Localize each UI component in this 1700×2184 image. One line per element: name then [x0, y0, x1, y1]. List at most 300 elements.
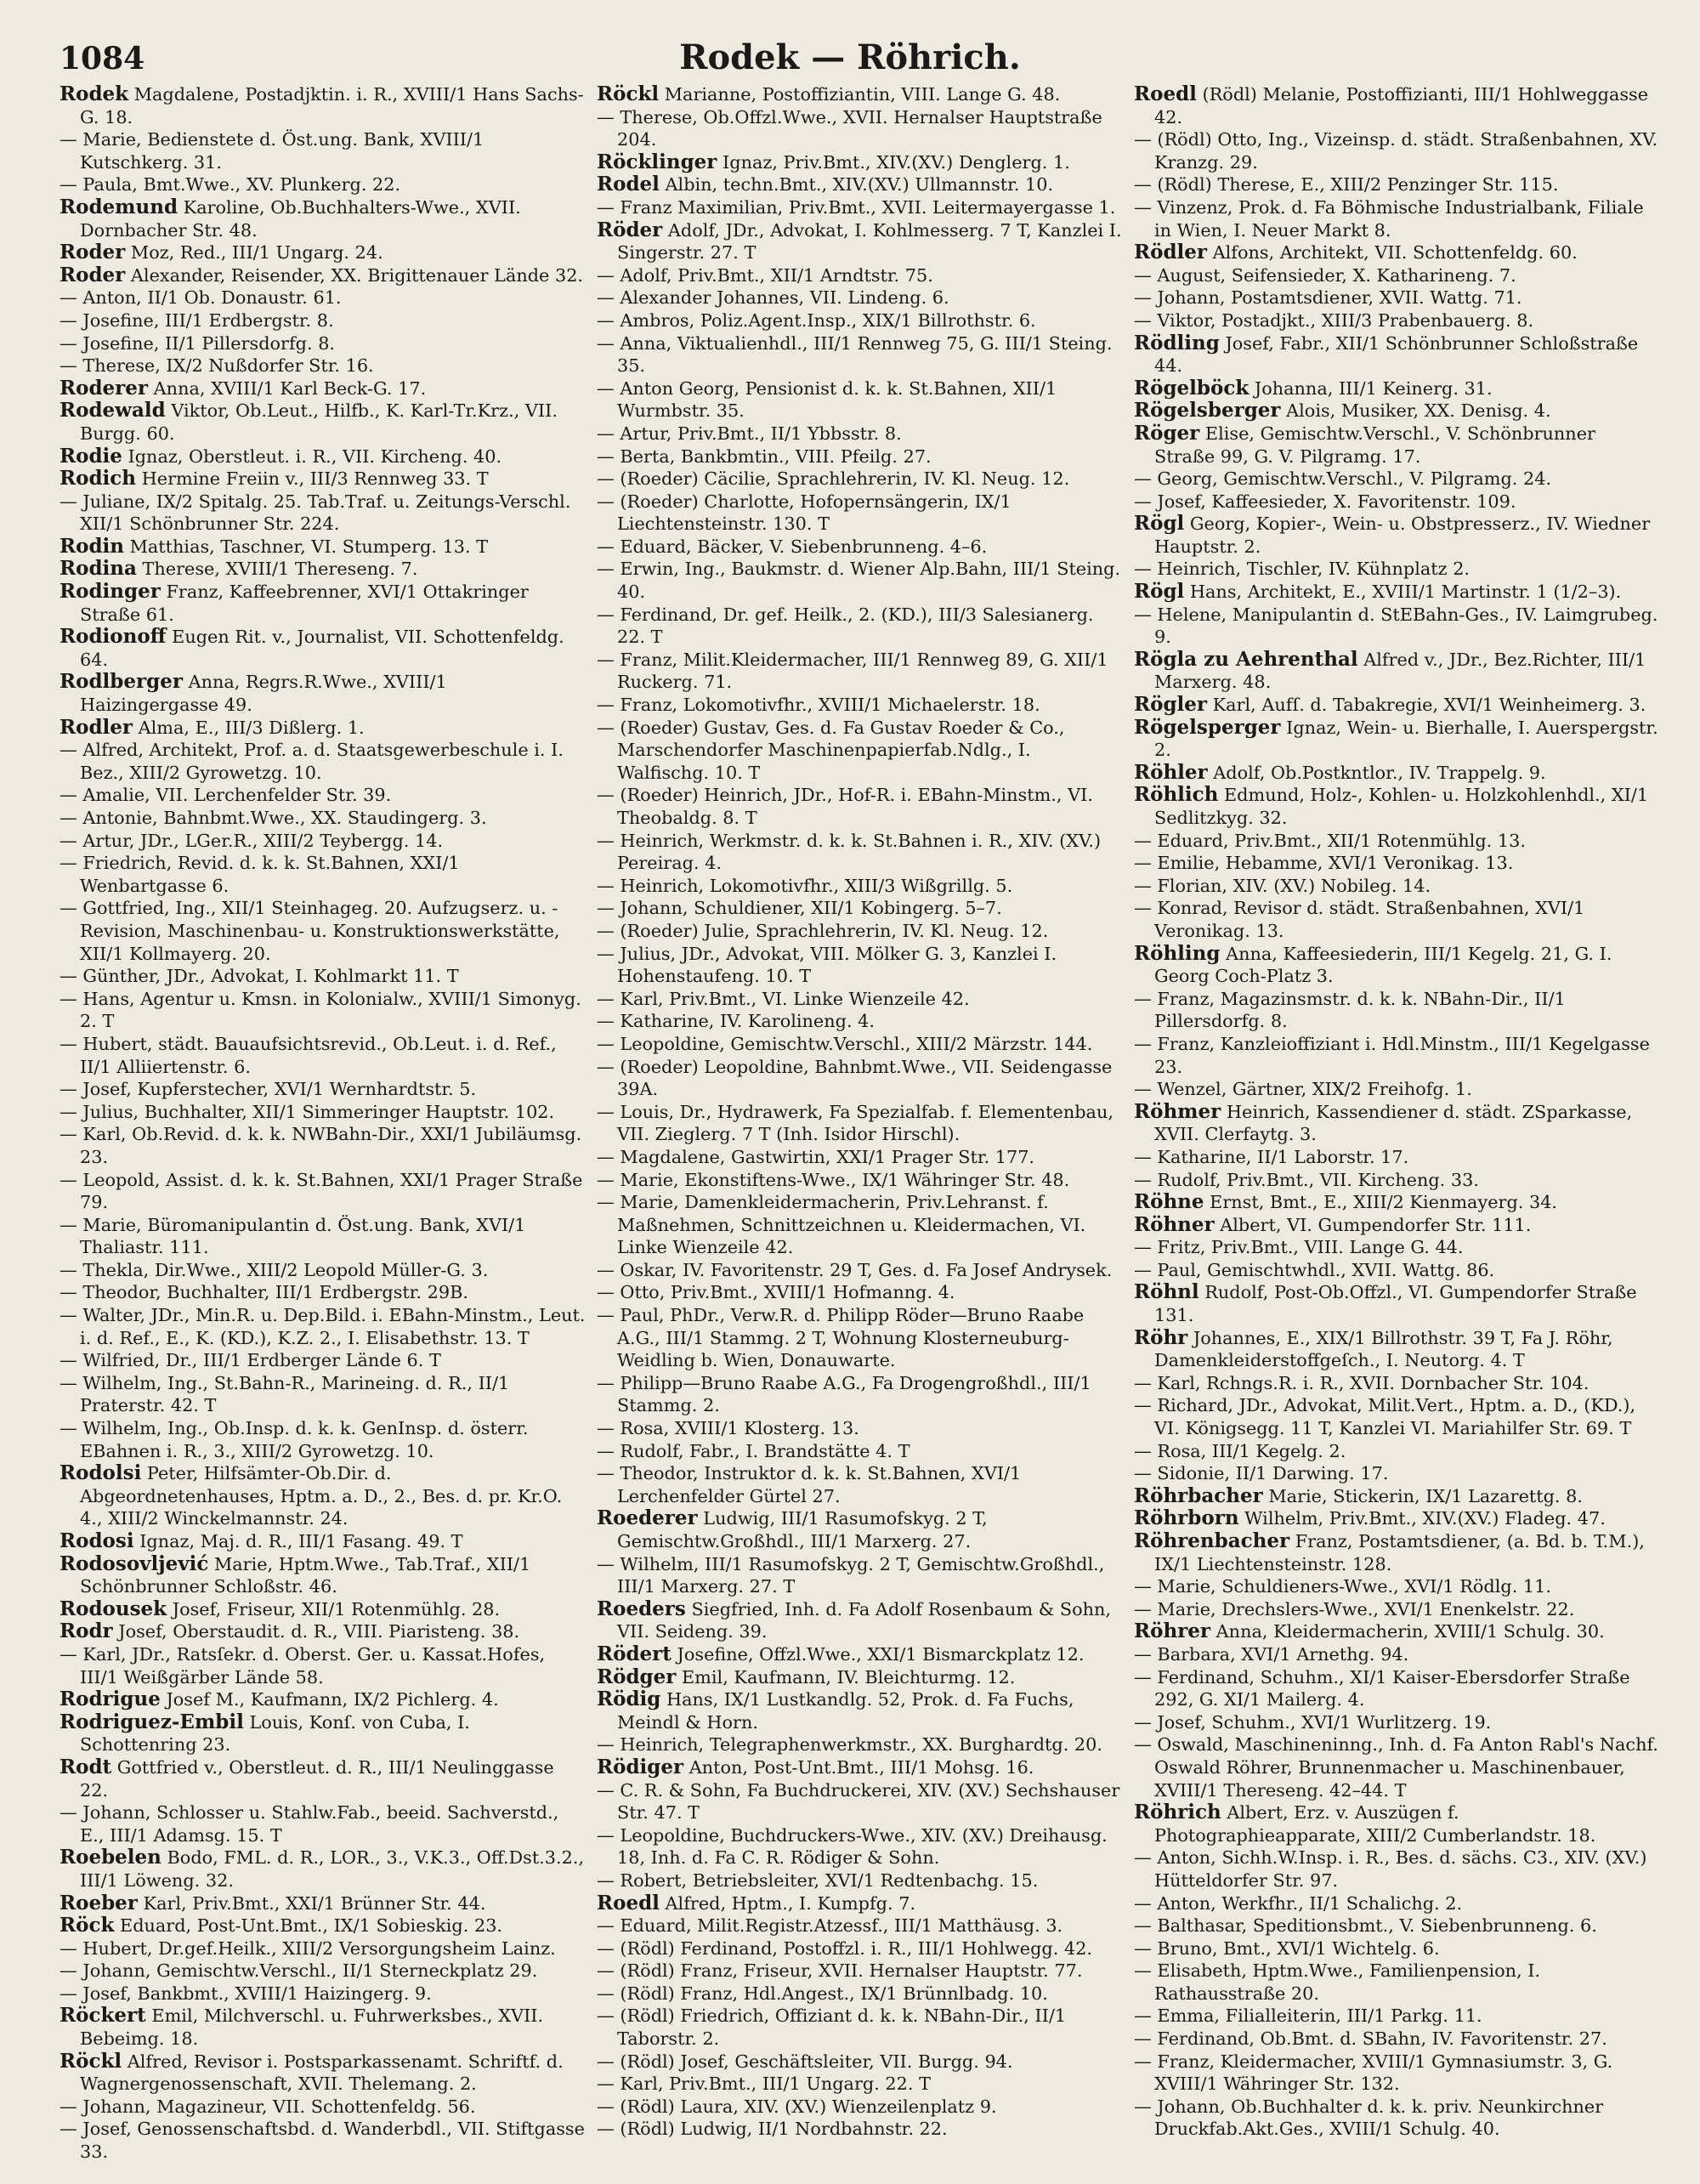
entry-text: Ludwig, III/1 Rasumofskyg. 2 T, Gemischtw.Großhdl., III/1 Marxerg. 27. [617, 1508, 988, 1551]
directory-entry [60, 1123, 586, 1168]
entry-text: — Barbara, XVI/1 Arnethg. 94. [1134, 1643, 1409, 1665]
entry-text: Franz, Kaffeebrenner, XVI/1 Ottakringer Straße 61. [80, 581, 529, 625]
entry-text: — Bruno, Bmt., XVI/1 Wichtelg. 6. [1134, 1937, 1440, 1959]
directory-entry [60, 558, 586, 581]
entry-text: — Sidonie, II/1 Darwing. 17. [1134, 1463, 1389, 1484]
entry-text: Marianne, Postoffiziantin, VIII. Lange G. 48. [659, 84, 1061, 105]
directory-entry [1134, 423, 1661, 468]
directory-entry [60, 286, 586, 309]
entry-surname: Rödling [1134, 331, 1220, 355]
directory-entry [1134, 1575, 1661, 1598]
entry-text: Alfred, Hptm., I. Kumpfg. 7. [659, 1892, 916, 1914]
entry-text: — Antonie, Bahnbmt.Wwe., XX. Staudingerg. 3. [60, 808, 487, 828]
entry-surname: Rodewald [60, 399, 166, 423]
entry-text: — Julius, Buchhalter, XII/1 Simmeringer Hauptstr. 102. [60, 1101, 555, 1122]
entry-text: — Karl, Rchngs.R. i. R., XVII. Dornbacher Str. 104. [1134, 1372, 1590, 1393]
entry-surname: Rodr [60, 1620, 113, 1643]
entry-text: Siegfried, Inh. d. Fa Adolf Rosenbaum & Sohn, VII. Seideng. 39. [617, 1598, 1112, 1642]
directory-entry [597, 2118, 1124, 2141]
entry-text: — Anton, Sichh.W.Insp. i. R., Bes. d. sächs. C3., XIV. (XV.) Hütteldorfer Str. 97. [1134, 1847, 1647, 1891]
entry-text: — Johann, Schuldiener, XII/1 Kobingerg. 5–7. [597, 898, 1002, 919]
entry-surname: Roedl [597, 1891, 660, 1915]
directory-entry [597, 1417, 1124, 1440]
directory-entry [60, 1169, 586, 1214]
directory-entry [1134, 558, 1661, 581]
entry-text: Albin, techn.Bmt., XIV.(XV.) Ullmannstr. 10. [659, 174, 1054, 196]
directory-entry [597, 1101, 1124, 1146]
entry-surname: Rodosovljević [60, 1551, 209, 1575]
column-1 [60, 82, 586, 2163]
entry-surname: Röhlich [1134, 783, 1219, 807]
entry-text: — Heinrich, Tischler, IV. Kühnplatz 2. [1134, 559, 1470, 580]
directory-entry [60, 671, 586, 716]
entry-text: — Rudolf, Priv.Bmt., VII. Kircheng. 33. [1134, 1169, 1479, 1190]
entry-text: — Heinrich, Werkmstr. d. k. k. St.Bahnen i. R., XIV. (XV.) Pereirag. 4. [597, 830, 1102, 874]
entry-text: Josef, Oberstaudit. d. R., VIII. Piaristeng. 38. [112, 1621, 520, 1642]
directory-entry [1134, 2005, 1661, 2028]
entry-surname: Röder [597, 218, 663, 241]
entry-text: — Josef, Genossenschaftsbd. d. Wanderbdl., VII. Stiftgasse 33. [60, 2119, 585, 2163]
directory-entry [1134, 241, 1661, 264]
entry-text: — Konrad, Revisor d. städt. Straßenbahnen, XVI/1 Veronikag. 13. [1134, 898, 1585, 941]
directory-entry [60, 83, 586, 128]
directory-entry [597, 1892, 1124, 1915]
entry-text: — Erwin, Ing., Baukmstr. d. Wiener Alp.Bahn, III/1 Steing. 40. [597, 559, 1121, 603]
entry-text: Hermine Freiin v., III/3 Rennweg 33. T [136, 468, 489, 490]
entry-text: — Alfred, Architekt, Prof. a. d. Staatsgewerbeschule i. I. Bez., XIII/2 Gyrowetzg. 10. [60, 740, 564, 783]
directory-entry [1134, 1915, 1661, 1937]
directory-entry [1134, 1033, 1661, 1078]
directory-entry [60, 128, 586, 173]
entry-text: Ernst, Bmt., E., XIII/2 Kienmayerg. 34. [1204, 1192, 1558, 1213]
directory-entry [60, 2096, 586, 2119]
directory-entry [597, 1033, 1124, 1056]
entry-text: — Vinzenz, Prok. d. Fa Böhmische Industrialbank, Filiale in Wien, I. Neuer Markt 8. [1134, 196, 1644, 241]
entry-surname: Rödger [597, 1665, 677, 1688]
entry-text: — Adolf, Priv.Bmt., XII/1 Arndtstr. 75. [597, 264, 933, 286]
entry-text: Magdalene, Postadjktin. i. R., XVIII/1 Hans Sachs-G. 18. [80, 84, 584, 128]
running-title: Rodek — Röhrich. [679, 37, 1021, 77]
directory-entry [597, 1553, 1124, 1598]
page-number: 1084 [60, 41, 145, 77]
directory-entry [1134, 943, 1661, 988]
entry-surname: Röhrer [1134, 1620, 1211, 1643]
entry-text: — Anton Georg, Pensionist d. k. k. St.Bahnen, XII/1 Wurmbstr. 35. [597, 377, 1057, 422]
entry-text: — Wilhelm, III/1 Rasumofskyg. 2 T, Gemischtw.Großhdl., III/1 Marxerg. 27. T [597, 1553, 1105, 1597]
entry-text: — Theodor, Instruktor d. k. k. St.Bahnen, XVI/1 Lerchenfelder Gürtel 27. [597, 1463, 1022, 1506]
entry-text: — Julius, JDr., Advokat, VIII. Mölker G. 3, Kanzlei I. Hohenstaufeng. 10. T [597, 943, 1057, 987]
entry-surname: Röhrich [1134, 1801, 1221, 1824]
entry-text: Johanna, III/1 Keinerg. 31. [1249, 377, 1493, 399]
directory-entry [597, 377, 1124, 423]
entry-text: — Eduard, Priv.Bmt., XII/1 Rotenmühlg. 13. [1134, 830, 1526, 851]
directory-entry [1134, 491, 1661, 513]
directory-entry [1134, 1169, 1661, 1192]
entry-text: — Therese, Ob.Offzl.Wwe., XVII. Hernalser Hauptstraße 204. [597, 106, 1102, 150]
entry-text: — Johann, Schlosser u. Stahlw.Fab., beeid. Sachverstd., E., III/1 Adamsg. 15. T [60, 1802, 559, 1846]
entry-surname: Rödert [597, 1642, 672, 1665]
directory-entry [597, 1756, 1124, 1779]
directory-entry [60, 988, 586, 1033]
directory-entry [597, 943, 1124, 988]
entry-surname: Rodosi [60, 1529, 134, 1552]
entry-surname: Rögelsperger [1134, 715, 1281, 739]
entry-text: — Heinrich, Lokomotivfhr., XIII/3 Wißgrillg. 5. [597, 875, 1013, 896]
directory-entry [60, 1214, 586, 1259]
directory-entry [1134, 717, 1661, 762]
page-header [51, 34, 1649, 85]
entry-text: — Ferdinand, Dr. gef. Heilk., 2. (KD.), III/3 Salesianerg. 22. T [597, 604, 1094, 648]
directory-entry [1134, 1643, 1661, 1666]
directory-entry [597, 332, 1124, 377]
entry-text: Bodo, FML. d. R., LOR., 3., V.K.3., Off.Dst.3.2., III/1 Löweng. 32. [80, 1847, 585, 1891]
directory-entry [597, 2005, 1124, 2050]
entry-text: Josef M., Kaufmann, IX/2 Pichlerg. 4. [160, 1689, 499, 1710]
entry-text: — (Rödl) Friedrich, Offiziant d. k. k. NBahn-Dir., II/1 Taborstr. 2. [597, 2005, 1067, 2050]
entry-text: — Berta, Bankbmtin., VIII. Pfeilg. 27. [597, 445, 932, 467]
entry-surname: Röckl [60, 2049, 122, 2073]
entry-surname: Roederer [597, 1506, 698, 1530]
directory-entry [1134, 1485, 1661, 1508]
directory-entry [60, 264, 586, 287]
entry-text: — Philipp—Bruno Raabe A.G., Fa Drogengroßhdl., III/1 Stammg. 2. [597, 1372, 1091, 1416]
entry-surname: Röhr [1134, 1325, 1188, 1349]
entry-surname: Roeders [597, 1597, 686, 1620]
entry-text: Anna, Regrs.R.Wwe., XVIII/1 Haizingergasse 49. [80, 672, 447, 716]
entry-text: Albert, VI. Gumpendorfer Str. 111. [1214, 1214, 1532, 1235]
directory-entry [597, 309, 1124, 332]
entry-text: Alma, E., III/3 Dißlerg. 1. [133, 717, 365, 738]
directory-entry [597, 1146, 1124, 1169]
entry-text: — Marie, Büromanipulantin d. Öst.ung. Bank, XVI/1 Thaliastr. 111. [60, 1214, 526, 1258]
entry-text: Eugen Rit. v., Journalist, VII. Schottenfeldg. 64. [80, 627, 564, 670]
entry-surname: Rodich [60, 467, 137, 491]
entry-text: Eduard, Post-Unt.Bmt., IX/1 Sobieskig. 23. [114, 1915, 503, 1937]
directory-entry [1134, 196, 1661, 241]
directory-entry [60, 897, 586, 965]
entry-text: Alfons, Architekt, VII. Schottenfeldg. 60. [1207, 242, 1578, 264]
entry-text: — (Roeder) Julie, Sprachlehrerin, IV. Kl. Neug. 12. [597, 920, 1049, 941]
entry-text: Alois, Musiker, XX. Denisg. 4. [1280, 400, 1551, 422]
directory-entry [597, 875, 1124, 898]
entry-text: — Viktor, Postadjkt., XIII/3 Prabenbauerg. 8. [1134, 309, 1534, 331]
entry-text: Louis, Konſ. von Cuba, I. Schottenring 23. [80, 1711, 470, 1756]
entry-text: — Thekla, Dir.Wwe., XIII/2 Leopold Müller-G. 3. [60, 1259, 489, 1280]
directory-entry [60, 1643, 586, 1688]
entry-text: — Franz, Lokomotivfhr., XVIII/1 Michaelerstr. 18. [597, 695, 1040, 716]
entry-surname: Röckl [597, 82, 660, 105]
entry-text: — Anton, Werkfhr., II/1 Schalichg. 2. [1134, 1892, 1463, 1914]
entry-text: Karl, Aufſ. d. Tabakregie, XVI/1 Weinheimerg. 3. [1207, 695, 1646, 716]
directory-entry [597, 468, 1124, 491]
directory-entry [60, 807, 586, 830]
entry-surname: Rodin [60, 534, 124, 558]
directory-entry [60, 1101, 586, 1124]
directory-entry [60, 1372, 586, 1417]
directory-entry [60, 1033, 586, 1078]
entry-text: Elise, Gemischtw.Verschl., V. Schönbrunner Straße 99, G. V. Pilgramg. 17. [1154, 423, 1595, 467]
entry-surname: Rögl [1134, 512, 1185, 536]
entry-text: — Karl, Priv.Bmt., VI. Linke Wienzeile 42. [597, 988, 970, 1009]
directory-entry [597, 536, 1124, 559]
directory-entry [60, 1846, 586, 1892]
entry-text: — Leopoldine, Buchdruckers-Wwe., XIV. (XV.) Dreihausg. 18, Inh. d. Fa C. R. Rödiger & Sohn. [597, 1824, 1108, 1869]
entry-text: — (Roeder) Heinrich, JDr., Hof-R. i. EBahn-Minstm., VI. Theobaldg. 8. T [597, 785, 1093, 828]
directory-entry [597, 1937, 1124, 1960]
entry-text: Alexander, Reisender, XX. Brigittenauer Lände 32. [125, 264, 584, 286]
directory-entry [597, 196, 1124, 219]
entry-text: — Emilie, Hebamme, XVI/1 Veronikag. 13. [1134, 853, 1514, 874]
directory-entry [60, 1983, 586, 2005]
entry-text: — (Rödl) Josef, Geschäftsleiter, VII. Burgg. 94. [597, 2051, 1013, 2072]
entry-text: — Florian, XIV. (XV.) Nobileg. 14. [1134, 875, 1431, 896]
entry-surname: Rögl [1134, 580, 1185, 604]
directory-entry [597, 1010, 1124, 1033]
directory-entry [1134, 1191, 1661, 1214]
entry-text: — Paula, Bmt.Wwe., XV. Plunkerg. 22. [60, 174, 401, 196]
directory-entry [60, 1462, 586, 1530]
directory-entry [60, 377, 586, 400]
entry-surname: Rögelböck [1134, 376, 1250, 400]
entry-text: — Elisabeth, Hptm.Wwe., Familienpension, I. Rathausstraße 20. [1134, 1960, 1541, 2004]
directory-entry [597, 1666, 1124, 1689]
entry-surname: Roderer [60, 376, 149, 400]
directory-entry [60, 332, 586, 355]
directory-entry [597, 1983, 1124, 2005]
directory-entry [1134, 1372, 1661, 1395]
entry-text: — Franz Maximilian, Priv.Bmt., XVII. Leitermayergasse 1. [597, 196, 1116, 218]
entry-text: — Anna, Viktualienhdl., III/1 Rennweg 75, G. III/1 Steing. 35. [597, 332, 1113, 377]
directory-entry [597, 1733, 1124, 1756]
entry-surname: Röcklinger [597, 150, 717, 173]
entry-text: — Emma, Filialleiterin, III/1 Parkg. 11. [1134, 2005, 1482, 2027]
column-3 [1134, 83, 1661, 2149]
entry-text: — Wenzel, Gärtner, XIX/2 Freihofg. 1. [1134, 1079, 1472, 1100]
directory-entry [60, 717, 586, 740]
entry-text: Ignaz, Oberstleut. i. R., VII. Kircheng. 40. [122, 445, 502, 467]
directory-entry [60, 965, 586, 988]
entry-text: — Josef, Schuhm., XVI/1 Wurlitzerg. 19. [1134, 1711, 1492, 1733]
directory-entry [597, 988, 1124, 1011]
directory-entry [60, 1598, 586, 1621]
entry-text: — August, Seifensieder, X. Katharineng. 7. [1134, 264, 1516, 286]
entry-text: — Wilhelm, Ing., Ob.Insp. d. k. k. GenInsp. d. österr. EBahnen i. R., 3., XIII/2 Gyrowetzg. 10. [60, 1418, 529, 1461]
directory-entry [1134, 1327, 1661, 1372]
directory-entry [1134, 897, 1661, 942]
entry-text: Ignaz, Wein- u. Bierhalle, I. Auerspergstr. 2. [1154, 717, 1658, 761]
directory-entry [60, 1349, 586, 1372]
entry-text: — Marie, Ekonstiftens-Wwe., IX/1 Währinger Str. 48. [597, 1169, 1070, 1190]
entry-text: — (Rödl) Ferdinand, Postoffzl. i. R., III/1 Hohlwegg. 42. [597, 1937, 1093, 1959]
entry-surname: Rodionoff [60, 625, 167, 649]
entry-surname: Rodolsi [60, 1461, 142, 1485]
directory-entry [1134, 1846, 1661, 1892]
entry-text: Josef, Fabr., XII/1 Schönbrunner Schloßstraße 44. [1154, 332, 1639, 377]
entry-text: — (Rödl) Otto, Ing., Vizeinsp. d. städt. Straßenbahnen, XV. Kranzg. 29. [1134, 129, 1658, 173]
entry-surname: Röhrbacher [1134, 1483, 1263, 1507]
entry-surname: Rodinger [60, 580, 161, 604]
entry-surname: Rögla zu Aehrenthal [1134, 647, 1358, 671]
directory-entry [597, 264, 1124, 287]
entry-surname: Roedl [1134, 82, 1197, 105]
directory-entry [597, 219, 1124, 264]
entry-text: — Ferdinand, Ob.Bmt. d. SBahn, IV. Favoritenstr. 27. [1134, 2028, 1607, 2050]
entry-text: Anna, XVIII/1 Karl Beck-G. 17. [148, 377, 427, 399]
entry-text: Peter, Hilfsämter-Ob.Dir. d. Abgeordnetenhauses, Hptm. a. D., 2., Bes. d. pr. Kr.O. 4., XIII/2 Winckelmannstr. 24. [80, 1463, 563, 1529]
entry-surname: Rodt [60, 1755, 112, 1778]
entry-text: — Otto, Priv.Bmt., XVIII/1 Hofmanng. 4. [597, 1282, 955, 1303]
directory-entry [597, 1191, 1124, 1259]
entry-surname: Roebelen [60, 1846, 162, 1869]
entry-text: Edmund, Holz-, Kohlen- u. Holzkohlenhdl., XI/1 Sedlitzkyg. 32. [1154, 785, 1649, 828]
entry-text: Anna, Kleidermacherin, XVIII/1 Schulg. 30. [1210, 1621, 1605, 1642]
entry-text: — Marie, Bedienstete d. Öst.ung. Bank, XVIII/1 Kutschkerg. 31. [60, 129, 484, 173]
directory-entry [60, 1620, 586, 1643]
entry-text: Marie, Stickerin, IX/1 Lazarettg. 8. [1262, 1485, 1583, 1506]
directory-entry [1134, 1462, 1661, 1485]
entry-text: Gottfried v., Oberstleut. d. R., III/1 Neulinggasse 22. [80, 1756, 554, 1801]
entry-surname: Rodriguez-Embil [60, 1710, 244, 1733]
entry-surname: Roder [60, 241, 126, 264]
entry-text: Karoline, Ob.Buchhalters-Wwe., XVII. Dornbacher Str. 48. [80, 196, 521, 241]
entry-text: — Gottfried, Ing., XII/1 Steinhageg. 20. Aufzugserz. u. -Revision, Maschinenbau- u. Konstruktionswerkstätte, XII/1 Kollmayerg. 20. [60, 898, 560, 964]
entry-text: — (Roeder) Charlotte, Hofopernsängerin, IX/1 Liechtensteinstr. 130. T [597, 491, 1012, 535]
directory-entry [597, 1598, 1124, 1643]
entry-surname: Rodie [60, 444, 122, 468]
directory-entry [1134, 784, 1661, 829]
directory-entry [1134, 1733, 1661, 1801]
entry-text: — Magdalene, Gastwirtin, XXI/1 Prager Str. 177. [597, 1146, 1035, 1167]
entry-text: — Ferdinand, Schuhm., XI/1 Kaiser-Ebersdorfer Straße 292, G. XI/1 Mailerg. 4. [1134, 1666, 1630, 1710]
entry-text: — Fritz, Priv.Bmt., VIII. Lange G. 44. [1134, 1237, 1464, 1258]
directory-entry [60, 1711, 586, 1756]
entry-text: — Friedrich, Revid. d. k. k. St.Bahnen, XXI/1 Wenbartgasse 6. [60, 853, 460, 896]
entry-surname: Rodlberger [60, 670, 183, 694]
directory-entry [60, 2118, 586, 2163]
entry-surname: Rögelsberger [1134, 399, 1281, 423]
entry-surname: Roeber [60, 1891, 138, 1915]
directory-entry [597, 1915, 1124, 1937]
entry-text: — Johann, Ob.Buchhalter d. k. k. priv. Neunkirchner Druckfab.Akt.Ges., XVIII/1 Schulg. 40. [1134, 2096, 1604, 2140]
directory-entry [60, 784, 586, 807]
directory-entry [1134, 2051, 1661, 2096]
directory-entry [60, 1530, 586, 1553]
entry-text: — Johann, Postamtsdiener, XVII. Wattg. 71. [1134, 287, 1522, 309]
entry-text: — Louis, Dr., Hydrawerk, Fa Spezialfab. f. Elementenbau, VII. Zieglerg. 7 T (Inh. Isidor Hirschl). [597, 1101, 1114, 1145]
entry-text: Heinrich, Kassendiener d. städt. ZSparkasse, XVII. Clerfaytg. 3. [1154, 1101, 1633, 1145]
directory-entry [60, 400, 586, 445]
entry-text: — Oswald, Maschineninng., Inh. d. Fa Anton Rabl's Nachf. Oswald Röhrer, Brunnenmacher u. Maschinenbauer, XVIII/1 Thereseng. 42–44. T [1134, 1734, 1659, 1801]
entry-text: — Heinrich, Telegraphenwerkmstr., XX. Burghardtg. 20. [597, 1734, 1103, 1756]
directory-entry [1134, 604, 1661, 649]
directory-entry [1134, 173, 1661, 196]
entry-text: (Rödl) Melanie, Postoffizianti, III/1 Hohlweggasse 42. [1154, 84, 1649, 128]
directory-entry [60, 1756, 586, 1801]
entry-surname: Röhnl [1134, 1280, 1199, 1304]
entry-text: — Theodor, Buchhalter, III/1 Erdbergstr. 29B. [60, 1282, 468, 1303]
entry-text: Franz, Postamtsdiener, (a. Bd. b. T.M.), IX/1 Liechtensteinstr. 128. [1154, 1531, 1645, 1574]
entry-surname: Röckert [60, 2004, 146, 2028]
entry-text: Adolf, Ob.Postkntlor., IV. Trappelg. 9. [1207, 762, 1546, 783]
directory-entry [597, 1056, 1124, 1101]
entry-surname: Röhrenbacher [1134, 1529, 1290, 1552]
entry-surname: Rodousek [60, 1597, 167, 1620]
entry-text: — Artur, Priv.Bmt., II/1 Ybbsstr. 8. [597, 423, 902, 444]
directory-entry [1134, 468, 1661, 491]
directory-entry [1134, 988, 1661, 1033]
entry-text: Karl, Priv.Bmt., XXI/1 Brünner Str. 44. [137, 1892, 486, 1914]
entry-text: — Franz, Magazinsmstr. d. k. k. NBahn-Dir., II/1 Pillersdorfg. 8. [1134, 988, 1566, 1032]
directory-entry [1134, 264, 1661, 287]
directory-entry [60, 241, 586, 264]
directory-entry [1134, 332, 1661, 377]
directory-entry [1134, 1146, 1661, 1169]
entry-text: — Rosa, XVIII/1 Klosterg. 13. [597, 1418, 859, 1439]
directory-entry [597, 1960, 1124, 1983]
entry-surname: Rögler [1134, 693, 1208, 717]
directory-entry [60, 1281, 586, 1304]
directory-entry [1134, 1078, 1661, 1101]
directory-entry [1134, 2028, 1661, 2051]
directory-entry [60, 581, 586, 626]
entry-text: — Josef, Kupferstecher, XVI/1 Wernhardtstr. 5. [60, 1079, 477, 1100]
entry-text: — Hubert, Dr.gef.Heilk., XIII/2 Versorgungsheim Lainz. [60, 1937, 556, 1959]
entry-text: — Eduard, Bäcker, V. Siebenbrunneng. 4–6. [597, 536, 988, 557]
entry-text: — Robert, Betriebsleiter, XVI/1 Redtenbachg. 15. [597, 1869, 1039, 1891]
directory-entry [60, 1417, 586, 1462]
entry-surname: Roder [60, 263, 126, 286]
directory-entry [1134, 852, 1661, 875]
directory-entry [1134, 1281, 1661, 1326]
directory-entry [597, 717, 1124, 785]
entry-text: — Wilfried, Dr., III/1 Erdberger Lände 6. T [60, 1350, 441, 1371]
entry-surname: Rodek [60, 82, 129, 105]
entry-text: Johannes, E., XIX/1 Billrothstr. 39 T, Fa J. Röhr, Damenkleiderstoffgeſch., I. Neutorg. 4. T [1154, 1327, 1613, 1371]
entry-text: Therese, XVIII/1 Thereseng. 7. [136, 559, 418, 580]
entry-text: Alfred, Revisor i. Postsparkassenamt. Schriftf. d. Wagnergenossenschaft, XVII. Thelemang. 2. [80, 2051, 564, 2095]
directory-entry [597, 1372, 1124, 1417]
entry-text: — Ambros, Poliz.Agent.Insp., XIX/1 Billrothstr. 6. [597, 309, 1036, 331]
directory-entry [1134, 649, 1661, 694]
entry-text: — (Rödl) Therese, E., XIII/2 Penzinger Str. 115. [1134, 174, 1559, 196]
directory-entry [60, 309, 586, 332]
directory-entry [1134, 1507, 1661, 1530]
entry-text: — Karl, Ob.Revid. d. k. k. NWBahn-Dir., XXI/1 Jubiläumsg. 23. [60, 1124, 582, 1167]
directory-entry [597, 1281, 1124, 1304]
entry-text: — Oskar, IV. Favoritenstr. 29 T, Ges. d. Fa Josef Andrysek. [597, 1259, 1113, 1280]
directory-entry [1134, 513, 1661, 558]
entry-text: — Katharine, II/1 Laborstr. 17. [1134, 1146, 1409, 1167]
directory-entry [1134, 309, 1661, 332]
entry-text: — Georg, Gemischtw.Verschl., V. Pilgramg. 24. [1134, 468, 1552, 490]
directory-entry [1134, 377, 1661, 400]
directory-entry [60, 852, 586, 897]
directory-entry [60, 1892, 586, 1915]
entry-text: Rudolf, Post-Ob.Offzl., VI. Gumpendorfer Straße 131. [1154, 1282, 1637, 1326]
entry-surname: Röck [60, 1914, 115, 1937]
directory-entry [597, 558, 1124, 603]
directory-entry [1134, 581, 1661, 604]
directory-entry [597, 2073, 1124, 2096]
entry-text: Wilhelm, Priv.Bmt., XIV.(XV.) Fladeg. 47. [1238, 1508, 1606, 1529]
directory-entry [60, 1078, 586, 1101]
entry-surname: Röhner [1134, 1212, 1215, 1236]
entry-text: — Josefine, III/1 Erdbergstr. 8. [60, 309, 334, 331]
directory-entry [60, 2005, 586, 2050]
entry-text: — Marie, Drechslers-Wwe., XVI/1 Enenkelstr. 22. [1134, 1598, 1575, 1620]
directory-entry [597, 423, 1124, 445]
entry-text: — Josef, Kaffeesieder, X. Favoritenstr. 109. [1134, 491, 1516, 512]
